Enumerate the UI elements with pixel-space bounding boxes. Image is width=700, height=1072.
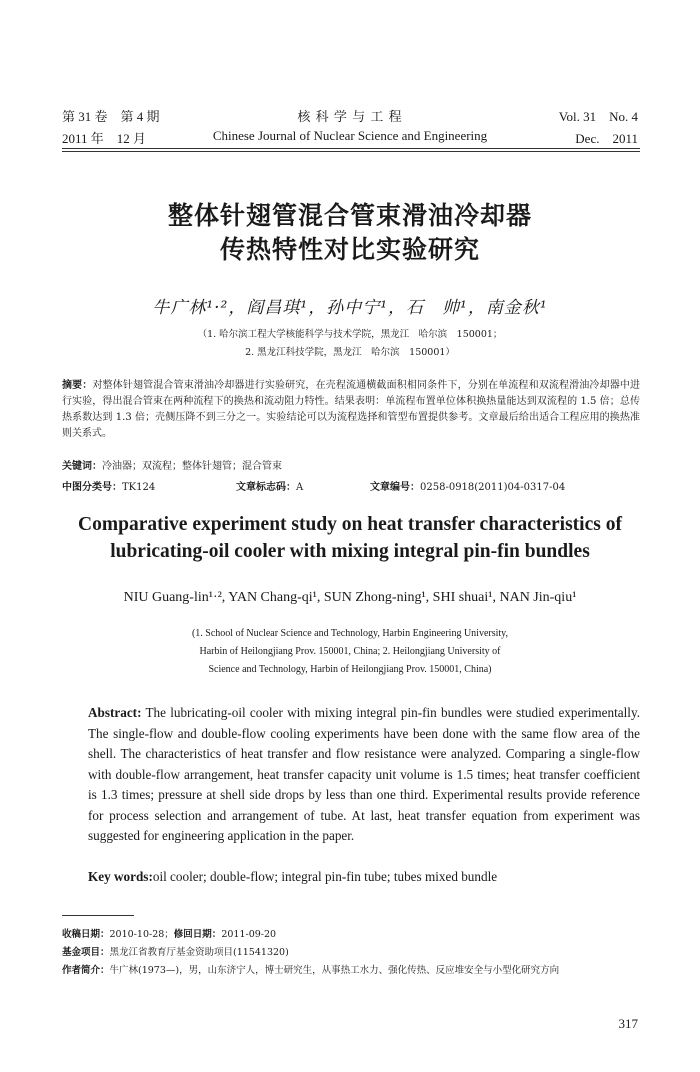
abstract-en-text: The lubricating-oil cooler with mixing integral pin-fin bundles were studied experimentally. The single-flow and double-flow cooling experiments have been done with the same flow area of the shell. The characteristics of heat transfer and flow resistance were analyzed. Comparing a single-flow with double-flow arrangement, heat transfer capacity unit volume is 1.5 times; heat transfer coefficient is 1.3 times; pressure at shell side drops by less than one third. Experimental results provide reference for process selection and arrangement of tube. At last, heat transfer equation from experiment was suggested for engineering application in the paper. [88,705,640,843]
article-number-value: 0258-0918(2011)04-0317-04 [420,482,566,493]
clc-value: TK124 [122,482,156,493]
received-label: 收稿日期： [62,929,110,940]
header-date-cn: 2011 年 12 月 [62,131,147,146]
clc-number [62,478,155,493]
header-journal-cn: 核 科 学 与 工 程 [297,109,403,124]
title-cn-line2: 传热特性对比实验研究 [219,235,480,264]
abstract-en [88,703,640,847]
abstract-en-label: Abstract: [88,705,142,720]
affiliation-cn-line1: （1. 哈尔滨工程大学核能科学与技术学院，黑龙江 哈尔滨 150001； [197,329,503,340]
abstract-cn-label: 摘要： [62,380,93,391]
author-bio-label: 作者简介： [62,965,110,976]
page-number: 317 [618,1016,638,1031]
authors-cn: 牛广林¹·²，阎昌琪¹，孙中宁¹，石 帅¹，南金秋¹ [152,298,548,318]
revised-label: 修回日期： [173,929,222,940]
clc-label: 中图分类号： [62,482,122,493]
doc-code-label: 文章标志码： [236,482,296,493]
footnote-dates [62,926,662,940]
keywords-en-label: Key words: [88,869,153,884]
article-number [370,478,565,493]
affiliation-cn-line2: 2. 黑龙江科技学院，黑龙江 哈尔滨 150001） [245,347,455,358]
affiliation-en-line1: (1. School of Nuclear Science and Technology, Harbin Engineering University, [191,628,509,639]
header-vol-issue-cn: 第 31 卷 第 4 期 [62,109,160,124]
footnote-rule [62,915,134,916]
keywords-cn [62,459,640,475]
abstract-cn-text: 对整体针翅管混合管束滑油冷却器进行实验研究，在壳程流通横截面积相同条件下，分别在单流程和双流程滑油冷却器中进行实验，得出混合管束在两种流程下的换热和流动阻力特性。结果表明：单流程布置单位体积换热量能达到双流程的 1.5 倍；总传热系数达到 1.3 倍；壳侧压降不到三分之一。实验结论可以为流程选择和管型布置提供参考。文章最后给出适合工程应用的换热准则关系式。 [62,380,641,439]
title-cn-line1: 整体针翅管混合管束滑油冷却器 [167,201,532,230]
fund-label: 基金项目： [62,947,110,958]
header-date-en: Dec. 2011 [575,131,638,146]
affiliation-en-line2: Harbin of Heilongjiang Prov. 150001, China; 2. Heilongjiang University of [199,646,501,657]
keywords-en [88,869,640,885]
fund-value: 黑龙江省教育厅基金资助项目(11541320) [109,947,289,958]
article-number-label: 文章编号： [370,482,420,493]
received-value: 2010-10-28； [109,929,174,940]
revised-value: 2011-09-20 [221,929,277,940]
affiliation-en-line3: Science and Technology, Harbin of Heilongjiang Prov. 150001, China) [208,664,492,675]
keywords-en-text: oil cooler; double-flow; integral pin-fin tube; tubes mixed bundle [152,869,498,884]
title-en-line1: Comparative experiment study on heat transfer characteristics of [78,514,622,535]
footnote-author-bio [62,962,662,976]
doc-code-value: A [296,482,304,493]
footnote-fund [62,944,662,958]
header-vol-issue-en: Vol. 31 No. 4 [558,109,638,124]
header-journal-en: Chinese Journal of Nuclear Science and Engineering [212,128,488,143]
abstract-cn [62,378,640,442]
header-rule-bottom [62,151,640,152]
document-code [236,478,303,493]
keywords-cn-label: 关键词： [62,461,102,472]
title-en-line2: lubricating-oil cooler with mixing integral pin-fin bundles [110,541,590,562]
author-bio-value: 牛广林(1973—)，男，山东济宁人，博士研究生，从事热工水力、强化传热、反应堆安全与小型化研究方向 [109,965,560,976]
keywords-cn-text: 冷油器；双流程；整体针翅管；混合管束 [102,461,282,472]
authors-en: NIU Guang-lin¹·², YAN Chang-qi¹, SUN Zhong-ning¹, SHI shuai¹, NAN Jin-qiu¹ [123,590,577,605]
header-rule-top [62,148,640,149]
